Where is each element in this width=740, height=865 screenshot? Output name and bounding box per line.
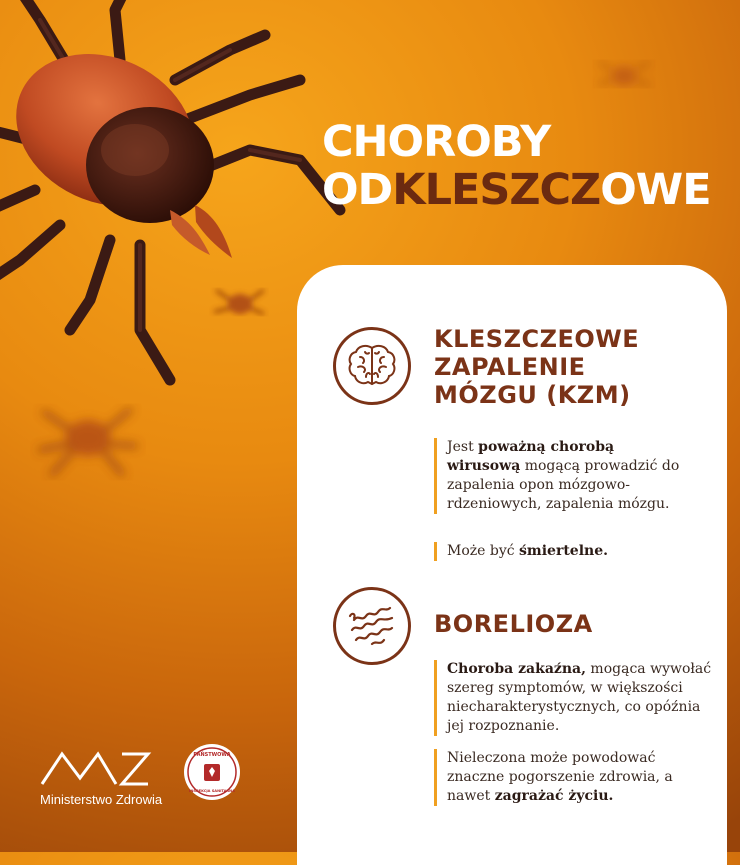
small-tick-blurred xyxy=(40,410,136,474)
gis-bottom-text: INSPEKCJA SANITARNA xyxy=(189,789,235,793)
heading-line: BORELIOZA xyxy=(434,610,593,638)
title-line-2 xyxy=(322,166,732,214)
text-segment: Nieleczona może powodować znaczne pogorszenie zdrowia, a nawet xyxy=(447,750,673,804)
section-heading-kzm xyxy=(434,325,639,409)
text-segment-bold: poważną chorobą wirusową xyxy=(447,439,615,474)
kzm-description xyxy=(434,438,692,514)
text-segment: Jest xyxy=(447,439,479,455)
ministry-logo xyxy=(40,748,152,788)
text-segment-bold: śmiertelne. xyxy=(519,543,608,559)
text-segment-bold: zagrażać życiu. xyxy=(494,788,614,804)
text-segment: mogąca wywołać szereg symptomów, w większości niecharakterystycznych, co opóźnia jej rozpoznanie. xyxy=(447,661,712,734)
text-segment: mogącą prowadzić do zapalenia opon mózgowo-rdzeniowych, zapalenia mózgu. xyxy=(447,458,680,512)
info-card xyxy=(297,265,727,865)
ministry-name: Ministerstwo Zdrowia xyxy=(40,792,163,807)
bacteria-icon xyxy=(333,587,411,665)
title-part-kleszcz: KLESZCZ xyxy=(392,165,601,215)
gis-seal-logo xyxy=(182,742,242,802)
text-segment: Może być xyxy=(447,543,520,559)
heading-line: MÓZGU (KZM) xyxy=(434,381,631,409)
title-part-od: OD xyxy=(322,165,393,215)
text-segment-bold: Choroba zakaźna, xyxy=(447,661,586,677)
heading-line: KLESZCZEOWE xyxy=(434,325,640,353)
title-line-1: CHOROBY xyxy=(322,117,551,167)
small-tick-blurred xyxy=(214,290,264,314)
tick-body xyxy=(0,26,232,258)
borelioza-warning xyxy=(434,749,692,806)
title-part-owe: OWE xyxy=(600,165,711,215)
page-title xyxy=(322,118,732,214)
small-tick-blurred xyxy=(598,62,650,86)
gis-top-text: PAŃSTWOWA xyxy=(193,752,231,758)
section-heading-borelioza xyxy=(434,610,593,638)
brain-icon xyxy=(333,327,411,405)
heading-line: ZAPALENIE xyxy=(434,353,586,381)
borelioza-description xyxy=(434,660,715,736)
kzm-warning xyxy=(434,542,692,561)
